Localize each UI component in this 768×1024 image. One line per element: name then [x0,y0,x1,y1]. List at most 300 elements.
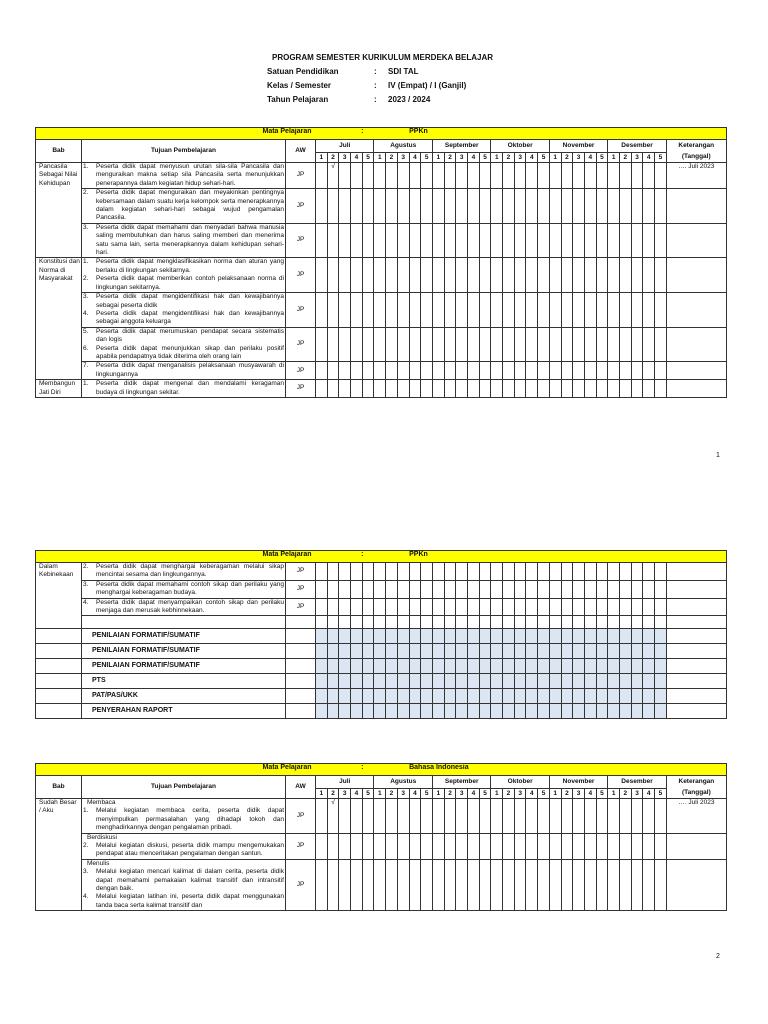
week-cell[interactable] [549,629,561,644]
week-cell[interactable] [655,380,667,398]
week-cell[interactable] [608,380,620,398]
week-cell[interactable] [362,674,374,689]
week-cell[interactable] [631,580,643,598]
week-cell[interactable] [608,362,620,380]
week-cell[interactable] [316,689,328,704]
week-cell[interactable] [456,189,468,224]
week-cell[interactable] [584,616,596,629]
week-cell[interactable] [374,223,386,258]
week-cell[interactable] [386,674,398,689]
week-cell[interactable] [409,674,421,689]
week-cell[interactable] [655,616,667,629]
week-cell[interactable] [397,563,409,581]
week-cell[interactable] [444,563,456,581]
week-cell[interactable] [351,629,363,644]
week-cell[interactable] [421,362,433,380]
week-cell[interactable] [526,598,538,616]
week-cell[interactable] [561,380,573,398]
week-cell[interactable] [316,704,328,719]
week-cell[interactable] [655,223,667,258]
week-cell[interactable] [456,327,468,362]
week-cell[interactable] [362,563,374,581]
week-cell[interactable] [339,563,351,581]
week-cell[interactable] [374,580,386,598]
week-cell[interactable] [444,580,456,598]
week-cell[interactable] [573,659,585,674]
week-cell[interactable] [514,859,526,910]
week-cell[interactable] [397,258,409,293]
week-cell[interactable] [631,689,643,704]
week-cell[interactable] [631,223,643,258]
week-cell[interactable] [549,799,561,834]
week-cell[interactable] [397,859,409,910]
week-cell[interactable] [386,163,398,189]
week-cell[interactable] [561,223,573,258]
week-cell[interactable] [549,859,561,910]
week-cell[interactable] [514,189,526,224]
week-cell[interactable] [421,799,433,834]
week-cell[interactable] [608,629,620,644]
week-cell[interactable] [596,598,608,616]
week-cell[interactable] [456,616,468,629]
week-cell[interactable] [444,189,456,224]
week-cell[interactable] [503,674,515,689]
week-cell[interactable] [491,616,503,629]
week-cell[interactable] [619,689,631,704]
week-cell[interactable] [596,580,608,598]
week-cell[interactable] [573,644,585,659]
week-cell[interactable] [503,799,515,834]
week-cell[interactable] [631,362,643,380]
week-cell[interactable] [573,859,585,910]
week-cell[interactable] [351,674,363,689]
week-cell[interactable] [561,163,573,189]
week-cell[interactable] [549,644,561,659]
week-cell[interactable] [538,362,550,380]
week-cell[interactable] [362,689,374,704]
week-cell[interactable] [514,580,526,598]
week-cell[interactable] [514,659,526,674]
week-cell[interactable] [503,704,515,719]
week-cell[interactable] [491,629,503,644]
week-cell[interactable] [339,644,351,659]
week-cell[interactable] [526,563,538,581]
week-cell[interactable] [643,362,655,380]
week-cell[interactable] [479,629,491,644]
week-cell[interactable] [327,659,339,674]
week-cell[interactable] [584,644,596,659]
week-cell[interactable] [421,674,433,689]
week-cell[interactable] [503,327,515,362]
week-cell[interactable] [631,704,643,719]
week-cell[interactable] [339,704,351,719]
week-cell[interactable] [386,293,398,328]
week-cell[interactable] [643,293,655,328]
week-cell[interactable] [327,580,339,598]
week-cell[interactable] [526,644,538,659]
week-cell[interactable] [397,799,409,834]
week-cell[interactable] [316,616,328,629]
week-cell[interactable] [327,223,339,258]
week-cell[interactable] [327,859,339,910]
week-cell[interactable] [538,580,550,598]
week-cell[interactable] [351,293,363,328]
week-cell[interactable] [351,799,363,834]
week-cell[interactable] [561,659,573,674]
week-cell[interactable] [655,327,667,362]
week-cell[interactable] [409,704,421,719]
week-cell[interactable] [503,689,515,704]
week-cell[interactable] [655,833,667,859]
week-cell[interactable] [456,258,468,293]
week-cell[interactable] [561,859,573,910]
week-cell[interactable] [374,659,386,674]
week-cell[interactable] [456,659,468,674]
week-cell[interactable] [503,563,515,581]
week-cell[interactable] [351,616,363,629]
week-cell[interactable] [526,704,538,719]
week-cell[interactable] [409,616,421,629]
week-cell[interactable] [362,598,374,616]
week-cell[interactable] [456,644,468,659]
week-cell[interactable] [619,629,631,644]
week-cell[interactable] [596,327,608,362]
week-cell[interactable] [526,380,538,398]
week-cell[interactable] [444,380,456,398]
week-cell[interactable] [316,223,328,258]
week-cell[interactable] [362,258,374,293]
week-cell[interactable] [444,598,456,616]
week-cell[interactable] [631,799,643,834]
week-cell[interactable] [538,833,550,859]
week-cell[interactable] [584,163,596,189]
week-cell[interactable] [596,380,608,398]
week-cell[interactable] [619,598,631,616]
week-cell[interactable] [362,327,374,362]
week-cell[interactable] [409,580,421,598]
week-cell[interactable] [374,380,386,398]
week-cell[interactable] [631,644,643,659]
week-cell[interactable] [327,674,339,689]
week-cell[interactable] [526,616,538,629]
week-cell[interactable] [444,659,456,674]
week-cell[interactable] [526,163,538,189]
week-cell[interactable] [631,629,643,644]
week-cell[interactable] [432,859,444,910]
week-cell[interactable] [596,659,608,674]
week-cell[interactable] [643,563,655,581]
week-cell[interactable] [549,704,561,719]
week-cell[interactable] [491,674,503,689]
week-cell[interactable] [503,580,515,598]
week-cell[interactable] [561,704,573,719]
week-cell[interactable] [608,563,620,581]
week-cell[interactable] [526,327,538,362]
week-cell[interactable] [631,258,643,293]
week-cell[interactable] [549,659,561,674]
week-cell[interactable] [549,163,561,189]
week-cell[interactable] [655,674,667,689]
week-cell[interactable]: √ [327,163,339,189]
week-cell[interactable] [362,580,374,598]
week-cell[interactable] [561,563,573,581]
week-cell[interactable] [432,799,444,834]
week-cell[interactable] [619,189,631,224]
week-cell[interactable] [316,563,328,581]
week-cell[interactable] [584,833,596,859]
week-cell[interactable] [561,833,573,859]
week-cell[interactable] [327,327,339,362]
week-cell[interactable] [432,163,444,189]
week-cell[interactable] [631,163,643,189]
week-cell[interactable] [468,380,480,398]
week-cell[interactable] [316,659,328,674]
week-cell[interactable] [421,189,433,224]
week-cell[interactable] [655,598,667,616]
week-cell[interactable] [573,674,585,689]
week-cell[interactable] [351,598,363,616]
week-cell[interactable] [608,674,620,689]
week-cell[interactable] [409,799,421,834]
week-cell[interactable] [584,293,596,328]
week-cell[interactable] [526,258,538,293]
week-cell[interactable] [351,362,363,380]
week-cell[interactable] [643,629,655,644]
week-cell[interactable] [503,380,515,398]
week-cell[interactable] [596,223,608,258]
week-cell[interactable] [339,799,351,834]
week-cell[interactable] [444,223,456,258]
week-cell[interactable] [409,833,421,859]
week-cell[interactable] [491,833,503,859]
week-cell[interactable] [421,563,433,581]
week-cell[interactable] [362,293,374,328]
week-cell[interactable] [397,644,409,659]
week-cell[interactable] [584,598,596,616]
week-cell[interactable] [397,833,409,859]
week-cell[interactable] [421,644,433,659]
week-cell[interactable] [608,659,620,674]
week-cell[interactable] [397,163,409,189]
week-cell[interactable] [397,327,409,362]
week-cell[interactable] [374,616,386,629]
week-cell[interactable] [351,644,363,659]
week-cell[interactable] [421,223,433,258]
week-cell[interactable] [316,859,328,910]
week-cell[interactable] [608,189,620,224]
week-cell[interactable] [362,223,374,258]
week-cell[interactable] [643,598,655,616]
week-cell[interactable] [479,616,491,629]
week-cell[interactable] [549,598,561,616]
week-cell[interactable] [503,629,515,644]
week-cell[interactable] [386,598,398,616]
week-cell[interactable] [514,644,526,659]
week-cell[interactable] [655,258,667,293]
week-cell[interactable] [538,629,550,644]
week-cell[interactable] [526,189,538,224]
week-cell[interactable] [514,327,526,362]
week-cell[interactable] [409,163,421,189]
week-cell[interactable] [456,859,468,910]
week-cell[interactable] [619,293,631,328]
week-cell[interactable] [596,189,608,224]
week-cell[interactable] [526,580,538,598]
week-cell[interactable] [631,859,643,910]
week-cell[interactable] [643,163,655,189]
week-cell[interactable] [479,580,491,598]
week-cell[interactable] [491,563,503,581]
week-cell[interactable] [631,327,643,362]
week-cell[interactable] [316,598,328,616]
week-cell[interactable] [655,563,667,581]
week-cell[interactable] [631,563,643,581]
week-cell[interactable] [491,704,503,719]
week-cell[interactable] [643,223,655,258]
week-cell[interactable] [584,189,596,224]
week-cell[interactable] [561,258,573,293]
week-cell[interactable] [538,598,550,616]
week-cell[interactable] [362,644,374,659]
week-cell[interactable] [596,258,608,293]
week-cell[interactable] [397,629,409,644]
week-cell[interactable] [316,163,328,189]
week-cell[interactable] [538,258,550,293]
week-cell[interactable] [339,362,351,380]
week-cell[interactable] [316,362,328,380]
week-cell[interactable] [374,674,386,689]
week-cell[interactable] [316,258,328,293]
week-cell[interactable] [374,258,386,293]
week-cell[interactable] [397,293,409,328]
week-cell[interactable] [503,362,515,380]
week-cell[interactable] [631,616,643,629]
week-cell[interactable] [327,689,339,704]
week-cell[interactable] [479,704,491,719]
week-cell[interactable] [468,598,480,616]
week-cell[interactable] [573,704,585,719]
week-cell[interactable] [409,293,421,328]
week-cell[interactable] [596,704,608,719]
week-cell[interactable] [549,580,561,598]
week-cell[interactable] [468,689,480,704]
week-cell[interactable] [432,689,444,704]
week-cell[interactable] [584,689,596,704]
week-cell[interactable] [397,223,409,258]
week-cell[interactable] [526,689,538,704]
week-cell[interactable] [386,629,398,644]
week-cell[interactable] [561,598,573,616]
week-cell[interactable] [573,616,585,629]
week-cell[interactable] [655,629,667,644]
week-cell[interactable] [561,644,573,659]
week-cell[interactable] [409,689,421,704]
week-cell[interactable] [596,629,608,644]
week-cell[interactable] [573,362,585,380]
week-cell[interactable] [468,859,480,910]
week-cell[interactable] [456,674,468,689]
week-cell[interactable] [432,629,444,644]
week-cell[interactable] [643,189,655,224]
week-cell[interactable] [409,598,421,616]
week-cell[interactable] [468,327,480,362]
week-cell[interactable] [538,163,550,189]
week-cell[interactable] [421,833,433,859]
week-cell[interactable] [421,327,433,362]
week-cell[interactable] [327,629,339,644]
week-cell[interactable] [503,833,515,859]
week-cell[interactable] [386,563,398,581]
week-cell[interactable] [374,163,386,189]
week-cell[interactable] [397,189,409,224]
week-cell[interactable] [526,223,538,258]
week-cell[interactable] [596,833,608,859]
week-cell[interactable] [491,163,503,189]
week-cell[interactable] [386,327,398,362]
week-cell[interactable] [444,674,456,689]
week-cell[interactable] [468,833,480,859]
week-cell[interactable] [503,163,515,189]
week-cell[interactable] [339,189,351,224]
week-cell[interactable] [549,362,561,380]
week-cell[interactable] [362,189,374,224]
week-cell[interactable] [538,380,550,398]
week-cell[interactable] [526,674,538,689]
week-cell[interactable] [549,189,561,224]
week-cell[interactable] [468,362,480,380]
week-cell[interactable] [456,362,468,380]
week-cell[interactable] [573,629,585,644]
week-cell[interactable] [351,327,363,362]
week-cell[interactable] [339,616,351,629]
week-cell[interactable] [432,380,444,398]
week-cell[interactable] [514,163,526,189]
week-cell[interactable] [503,644,515,659]
week-cell[interactable] [362,616,374,629]
week-cell[interactable] [316,293,328,328]
week-cell[interactable] [573,258,585,293]
week-cell[interactable] [608,799,620,834]
week-cell[interactable] [468,563,480,581]
week-cell[interactable] [491,223,503,258]
week-cell[interactable] [514,380,526,398]
week-cell[interactable] [468,258,480,293]
week-cell[interactable] [538,799,550,834]
week-cell[interactable] [631,598,643,616]
week-cell[interactable] [573,293,585,328]
week-cell[interactable] [561,327,573,362]
week-cell[interactable] [316,674,328,689]
week-cell[interactable] [619,799,631,834]
week-cell[interactable] [351,689,363,704]
week-cell[interactable] [561,580,573,598]
week-cell[interactable] [456,580,468,598]
week-cell[interactable] [619,223,631,258]
week-cell[interactable] [584,674,596,689]
week-cell[interactable] [584,563,596,581]
week-cell[interactable] [491,258,503,293]
week-cell[interactable] [432,223,444,258]
week-cell[interactable] [397,689,409,704]
week-cell[interactable] [327,644,339,659]
week-cell[interactable] [514,629,526,644]
week-cell[interactable] [549,674,561,689]
week-cell[interactable] [643,689,655,704]
week-cell[interactable] [573,563,585,581]
week-cell[interactable] [608,704,620,719]
week-cell[interactable] [573,327,585,362]
week-cell[interactable] [362,163,374,189]
